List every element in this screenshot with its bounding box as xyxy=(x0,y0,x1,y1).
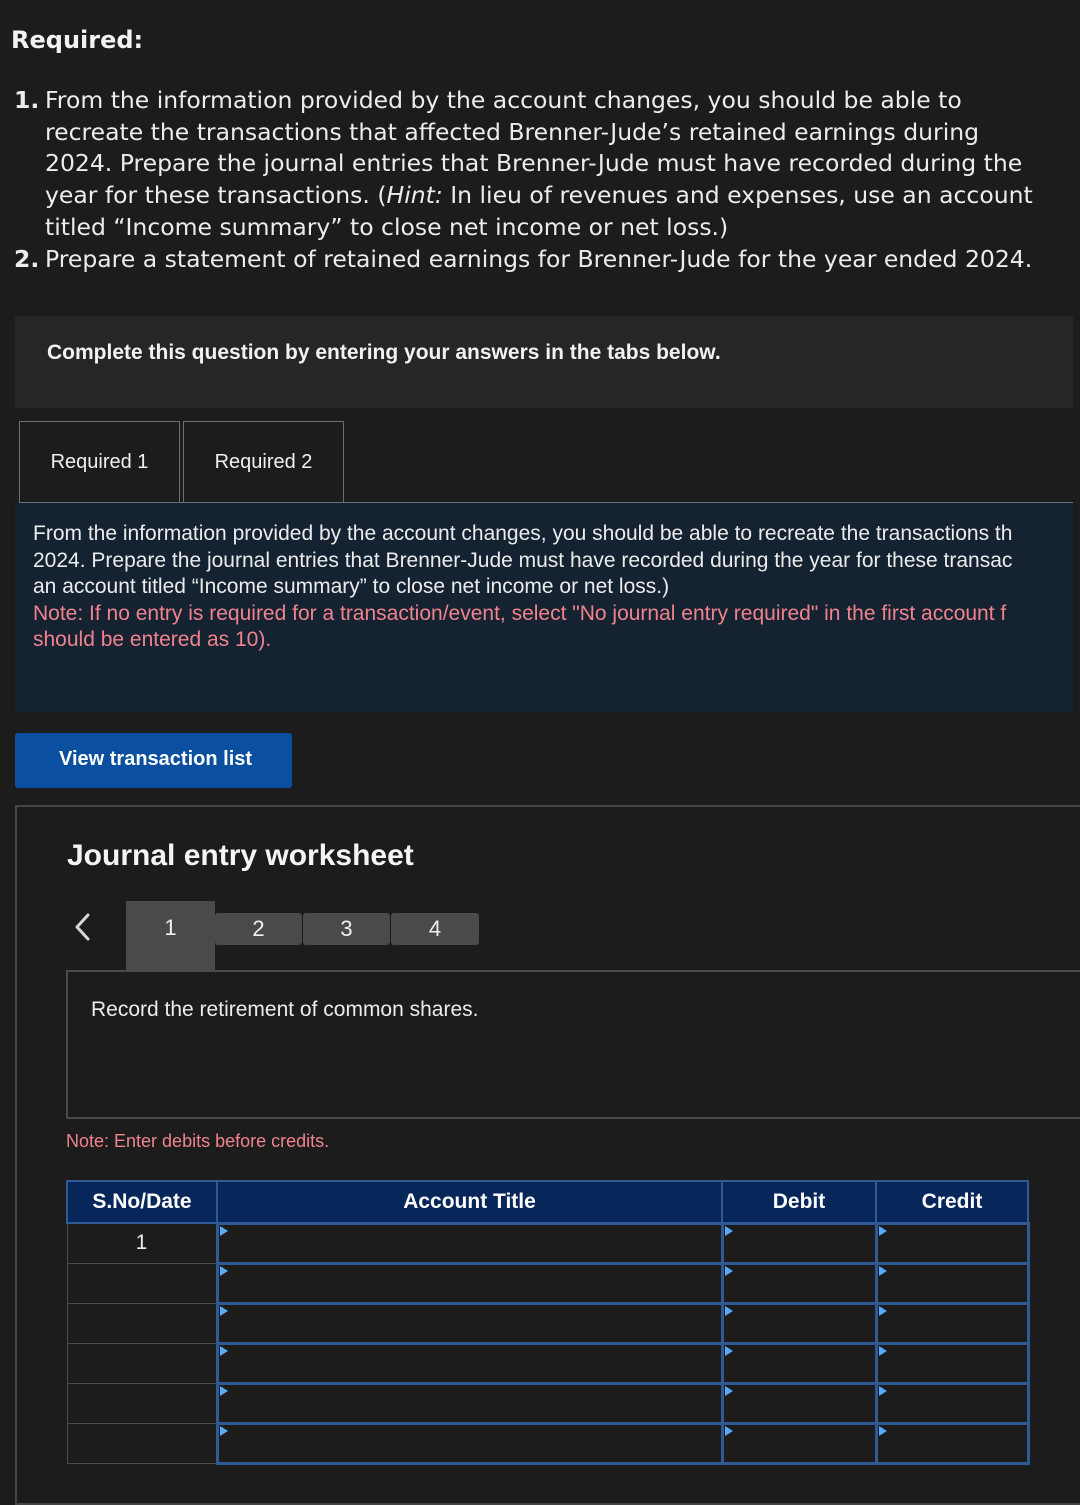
page-number: 4 xyxy=(428,916,442,941)
table-row xyxy=(67,1263,1028,1303)
dropdown-triangle-icon xyxy=(879,1266,887,1276)
instruction-text: Complete this question by entering your answers in the tabs below. xyxy=(47,341,721,364)
page-1-tab[interactable] xyxy=(126,901,215,971)
account-title-dropdown[interactable] xyxy=(217,1303,722,1343)
chevron-left-icon[interactable] xyxy=(68,907,98,947)
page-number: 1 xyxy=(164,915,177,940)
view-transaction-list-button[interactable] xyxy=(15,733,292,788)
requirement-text: In lieu of revenues and expenses, use an account xyxy=(442,181,1033,210)
worksheet-title: Journal entry worksheet xyxy=(67,839,414,872)
account-title-dropdown[interactable] xyxy=(217,1383,722,1423)
hint-label: Hint: xyxy=(386,181,443,210)
transaction-prompt xyxy=(66,970,1080,1119)
page-3-tab[interactable] xyxy=(303,913,390,945)
dropdown-triangle-icon xyxy=(725,1386,733,1396)
requirement-description-panel xyxy=(15,503,1073,712)
dropdown-triangle-icon xyxy=(220,1386,228,1396)
credit-input[interactable] xyxy=(876,1223,1028,1263)
dropdown-triangle-icon xyxy=(220,1426,228,1436)
tab-required-2[interactable] xyxy=(183,421,344,503)
journal-table xyxy=(66,1180,1030,1465)
debit-input[interactable] xyxy=(722,1383,876,1423)
credit-input[interactable] xyxy=(876,1423,1028,1463)
credit-input[interactable] xyxy=(876,1383,1028,1423)
credit-input[interactable] xyxy=(876,1263,1028,1303)
dropdown-triangle-icon xyxy=(220,1266,228,1276)
dropdown-triangle-icon xyxy=(725,1426,733,1436)
table-row xyxy=(67,1303,1028,1343)
row-number xyxy=(67,1303,217,1343)
instruction-banner xyxy=(15,316,1073,408)
debit-credit-note: Note: Enter debits before credits. xyxy=(66,1131,330,1151)
description-text xyxy=(33,521,1073,654)
page-number: 2 xyxy=(252,916,265,941)
row-number: 1 xyxy=(67,1223,217,1263)
requirement-line: titled “Income summary” to close net income or net loss.) xyxy=(45,212,729,241)
column-header-account-title: Account Title xyxy=(217,1181,722,1223)
debit-input[interactable] xyxy=(722,1343,876,1383)
description-note: should be entered as 10). xyxy=(33,628,272,652)
journal-entry-worksheet xyxy=(15,805,1080,1505)
table-row xyxy=(67,1223,1028,1263)
account-title-dropdown[interactable] xyxy=(217,1423,722,1463)
description-note: Note: If no entry is required for a transaction/event, select "No journal entry required" in the first account f xyxy=(33,601,1007,625)
credit-input[interactable] xyxy=(876,1303,1028,1343)
table-row xyxy=(67,1423,1028,1463)
requirement-line: 2024. Prepare the journal entries that Brenner-Jude must have recorded during the xyxy=(45,149,1023,178)
account-title-dropdown[interactable] xyxy=(217,1223,722,1263)
page-number: 3 xyxy=(340,916,353,941)
debit-input[interactable] xyxy=(722,1263,876,1303)
requirement-line xyxy=(45,180,1074,212)
column-header-credit: Credit xyxy=(876,1181,1028,1223)
requirement-line: recreate the transactions that affected Brenner-Jude’s retained earnings during xyxy=(45,117,980,146)
requirement-line: Prepare a statement of retained earnings for Brenner-Jude for the year ended 2024. xyxy=(45,244,1033,273)
row-number xyxy=(67,1423,217,1463)
requirement-line: From the information provided by the account changes, you should be able to xyxy=(45,86,962,114)
dropdown-triangle-icon xyxy=(879,1306,887,1316)
row-number xyxy=(67,1343,217,1383)
tab-required-1[interactable] xyxy=(19,421,180,503)
button-label: View transaction list xyxy=(59,748,253,770)
dropdown-triangle-icon xyxy=(879,1346,887,1356)
column-header-debit: Debit xyxy=(722,1181,876,1223)
dropdown-triangle-icon xyxy=(220,1346,228,1356)
debit-input[interactable] xyxy=(722,1303,876,1343)
page-2-tab[interactable] xyxy=(215,913,302,945)
requirement-number: 1. xyxy=(14,86,40,114)
requirement-1 xyxy=(14,85,1074,244)
requirement-text: year for these transactions. ( xyxy=(45,181,387,210)
credit-input[interactable] xyxy=(876,1343,1028,1383)
tab-label: Required 2 xyxy=(214,451,313,473)
description-line: an account titled “Income summary” to close net income or net loss.) xyxy=(33,575,670,599)
requirement-2 xyxy=(14,244,1074,276)
table-header-row xyxy=(67,1181,1028,1223)
requirements-list xyxy=(14,85,1074,275)
account-title-dropdown[interactable] xyxy=(217,1263,722,1303)
debit-input[interactable] xyxy=(722,1223,876,1263)
description-line: 2024. Prepare the journal entries that Brenner-Jude must have recorded during the year for these transac xyxy=(33,548,1013,572)
dropdown-triangle-icon xyxy=(725,1266,733,1276)
page-4-tab[interactable] xyxy=(391,913,479,945)
required-heading: Required: xyxy=(11,26,144,54)
description-line: From the information provided by the account changes, you should be able to recreate the transactions th xyxy=(33,522,1013,545)
table-row xyxy=(67,1343,1028,1383)
debit-input[interactable] xyxy=(722,1423,876,1463)
dropdown-triangle-icon xyxy=(725,1306,733,1316)
row-number xyxy=(67,1263,217,1303)
dropdown-triangle-icon xyxy=(725,1346,733,1356)
prompt-text: Record the retirement of common shares. xyxy=(91,998,479,1021)
dropdown-triangle-icon xyxy=(220,1306,228,1316)
dropdown-triangle-icon xyxy=(725,1226,733,1236)
tab-label: Required 1 xyxy=(50,451,149,473)
dropdown-triangle-icon xyxy=(220,1226,228,1236)
row-number xyxy=(67,1383,217,1423)
table-row xyxy=(67,1383,1028,1423)
column-header-date: S.No/Date xyxy=(67,1181,217,1223)
requirement-number: 2. xyxy=(14,244,40,273)
dropdown-triangle-icon xyxy=(879,1426,887,1436)
dropdown-triangle-icon xyxy=(879,1226,887,1236)
dropdown-triangle-icon xyxy=(879,1386,887,1396)
account-title-dropdown[interactable] xyxy=(217,1343,722,1383)
